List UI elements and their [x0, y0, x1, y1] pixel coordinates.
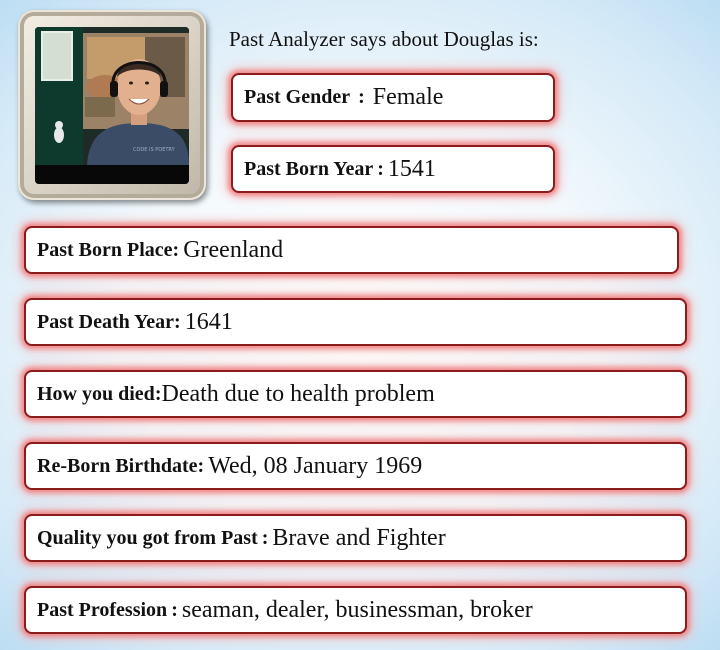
field-separator: :	[377, 157, 384, 180]
field-separator: :	[154, 382, 162, 405]
field-value: Brave and Fighter	[272, 524, 446, 551]
page-title: Past Analyzer says about Douglas is:	[229, 27, 539, 51]
field-label: Past Profession	[37, 598, 168, 621]
field-value: Greenland	[183, 236, 284, 263]
field-separator: :	[171, 598, 178, 621]
field-separator: :	[358, 86, 365, 108]
field-label: Past Born Year	[244, 157, 374, 180]
past-gender-field	[231, 73, 555, 122]
field-label: Past Gender	[244, 86, 351, 108]
profile-photo	[35, 27, 189, 184]
past-quality-field	[24, 514, 687, 562]
field-value: 1641	[184, 308, 233, 335]
field-value: seaman, dealer, businessman, broker	[181, 596, 533, 623]
field-separator: :	[174, 310, 181, 333]
field-value: Female	[372, 84, 444, 110]
past-born-place-field	[24, 226, 679, 274]
field-label: Re-Born Birthdate	[37, 454, 198, 477]
how-you-died-field	[24, 370, 687, 418]
field-value: Wed, 08 January 1969	[208, 452, 423, 479]
field-label: Past Death Year	[37, 310, 175, 333]
field-separator: :	[197, 454, 205, 477]
field-separator: :	[261, 526, 269, 549]
field-value: Death due to health problem	[161, 380, 435, 407]
svg-text:CODE IS POETRY: CODE IS POETRY	[133, 147, 175, 153]
field-label: Quality you got from Past	[37, 526, 258, 549]
reborn-birthdate-field	[24, 442, 687, 490]
past-profession-field	[24, 586, 687, 634]
past-death-year-field	[24, 298, 687, 346]
field-separator: :	[172, 238, 180, 261]
past-born-year-field	[231, 145, 555, 193]
avatar	[35, 27, 189, 184]
field-label: Past Born Place	[37, 238, 173, 261]
profile-photo-frame	[18, 10, 206, 200]
field-label: How you died	[37, 382, 155, 405]
field-value: 1541	[387, 155, 436, 182]
